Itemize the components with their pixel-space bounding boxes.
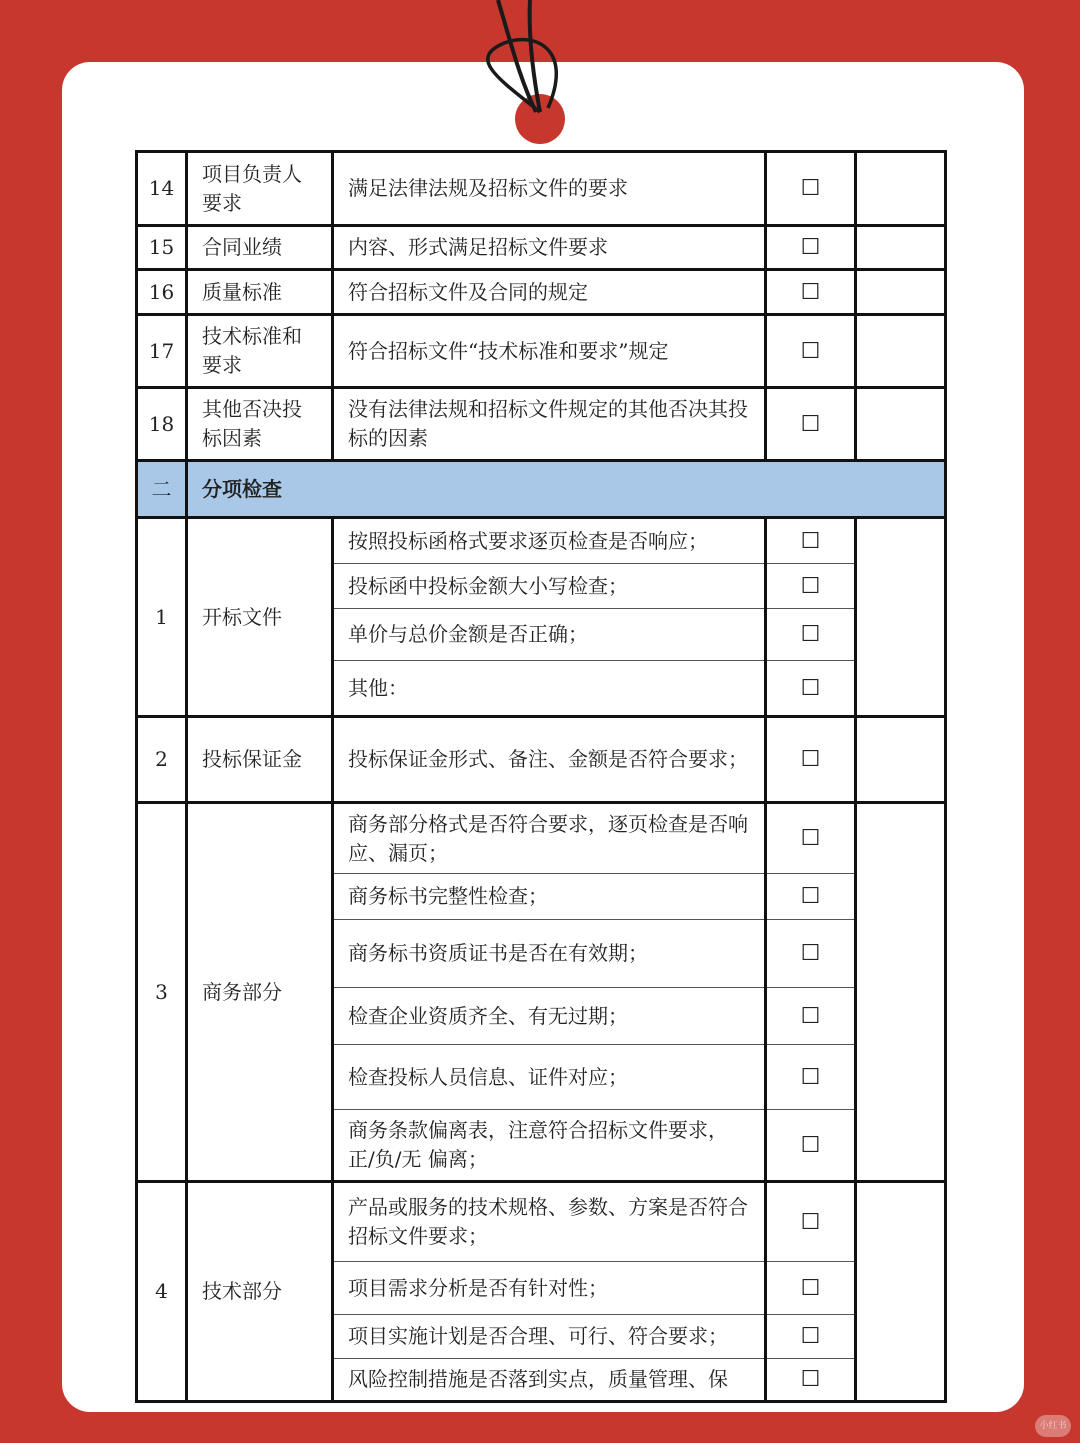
remarks-cell	[856, 226, 946, 270]
criterion-text: 商务标书资质证书是否在有效期；	[333, 920, 766, 988]
criterion-text: 符合招标文件及合同的规定	[333, 270, 766, 315]
remarks-cell	[856, 152, 946, 226]
checkbox[interactable]: ☐	[766, 388, 856, 461]
criterion-text: 按照投标函格式要求逐页检查是否响应；	[333, 518, 766, 564]
item-name: 其他否决投标因素	[187, 388, 333, 461]
checkbox[interactable]: ☐	[766, 1110, 856, 1182]
criterion-text: 单价与总价金额是否正确；	[333, 609, 766, 661]
criterion-text: 商务部分格式是否符合要求，逐页检查是否响应、漏页；	[333, 803, 766, 874]
row-number: 3	[137, 803, 187, 1182]
item-name: 项目负责人要求	[187, 152, 333, 226]
remarks-cell	[856, 803, 946, 1182]
criterion-text: 风险控制措施是否落到实点，质量管理、保	[333, 1359, 766, 1402]
row-number: 17	[137, 315, 187, 388]
checkbox[interactable]: ☐	[766, 226, 856, 270]
criterion-text: 没有法律法规和招标文件规定的其他否决其投标的因素	[333, 388, 766, 461]
checkbox[interactable]: ☐	[766, 518, 856, 564]
item-name: 商务部分	[187, 803, 333, 1182]
section-title: 分项检查	[187, 461, 946, 518]
row-number: 18	[137, 388, 187, 461]
criterion-text: 产品或服务的技术规格、参数、方案是否符合招标文件要求；	[333, 1182, 766, 1262]
table-row	[137, 270, 946, 315]
checkbox[interactable]: ☐	[766, 152, 856, 226]
table-row	[137, 1182, 946, 1262]
checkbox[interactable]: ☐	[766, 270, 856, 315]
row-number: 4	[137, 1182, 187, 1402]
criterion-text: 检查投标人员信息、证件对应；	[333, 1045, 766, 1110]
remarks-cell	[856, 1182, 946, 1402]
item-name: 投标保证金	[187, 717, 333, 803]
checkbox[interactable]: ☐	[766, 1182, 856, 1262]
criterion-text: 商务条款偏离表，注意符合招标文件要求，正/负/无 偏离；	[333, 1110, 766, 1182]
section-header-row	[137, 461, 946, 518]
criterion-text: 项目需求分析是否有针对性；	[333, 1262, 766, 1315]
checkbox[interactable]: ☐	[766, 609, 856, 661]
criterion-text: 商务标书完整性检查；	[333, 874, 766, 920]
remarks-cell	[856, 270, 946, 315]
table-row	[137, 518, 946, 564]
criterion-text: 内容、形式满足招标文件要求	[333, 226, 766, 270]
checkbox[interactable]: ☐	[766, 1262, 856, 1315]
checkbox[interactable]: ☐	[766, 315, 856, 388]
table-row	[137, 226, 946, 270]
row-number: 14	[137, 152, 187, 226]
criterion-text: 投标保证金形式、备注、金额是否符合要求；	[333, 717, 766, 803]
item-name: 技术标准和要求	[187, 315, 333, 388]
table-row	[137, 315, 946, 388]
item-name: 开标文件	[187, 518, 333, 717]
table-row	[137, 803, 946, 874]
checkbox[interactable]: ☐	[766, 803, 856, 874]
checkbox[interactable]: ☐	[766, 717, 856, 803]
checkbox[interactable]: ☐	[766, 988, 856, 1045]
table-row	[137, 717, 946, 803]
section-number: 二	[137, 461, 187, 518]
criterion-text: 符合招标文件“技术标准和要求”规定	[333, 315, 766, 388]
criterion-text: 投标函中投标金额大小写检查；	[333, 564, 766, 609]
checkbox[interactable]: ☐	[766, 874, 856, 920]
remarks-cell	[856, 717, 946, 803]
criterion-text: 检查企业资质齐全、有无过期；	[333, 988, 766, 1045]
criterion-text: 项目实施计划是否合理、可行、符合要求；	[333, 1315, 766, 1359]
criterion-text: 其他：	[333, 661, 766, 717]
row-number: 15	[137, 226, 187, 270]
table-row	[137, 388, 946, 461]
checkbox[interactable]: ☐	[766, 661, 856, 717]
checkbox[interactable]: ☐	[766, 920, 856, 988]
tag-string	[0, 0, 1080, 150]
item-name: 技术部分	[187, 1182, 333, 1402]
criterion-text: 满足法律法规及招标文件的要求	[333, 152, 766, 226]
table-row	[137, 152, 946, 226]
bid-checklist-table	[135, 150, 947, 1403]
item-name: 合同业绩	[187, 226, 333, 270]
checkbox[interactable]: ☐	[766, 1045, 856, 1110]
remarks-cell	[856, 518, 946, 717]
checkbox[interactable]: ☐	[766, 1315, 856, 1359]
checkbox[interactable]: ☐	[766, 564, 856, 609]
item-name: 质量标准	[187, 270, 333, 315]
watermark: 小红书	[1035, 1415, 1071, 1437]
remarks-cell	[856, 388, 946, 461]
row-number: 1	[137, 518, 187, 717]
remarks-cell	[856, 315, 946, 388]
row-number: 16	[137, 270, 187, 315]
checkbox[interactable]: ☐	[766, 1359, 856, 1402]
row-number: 2	[137, 717, 187, 803]
